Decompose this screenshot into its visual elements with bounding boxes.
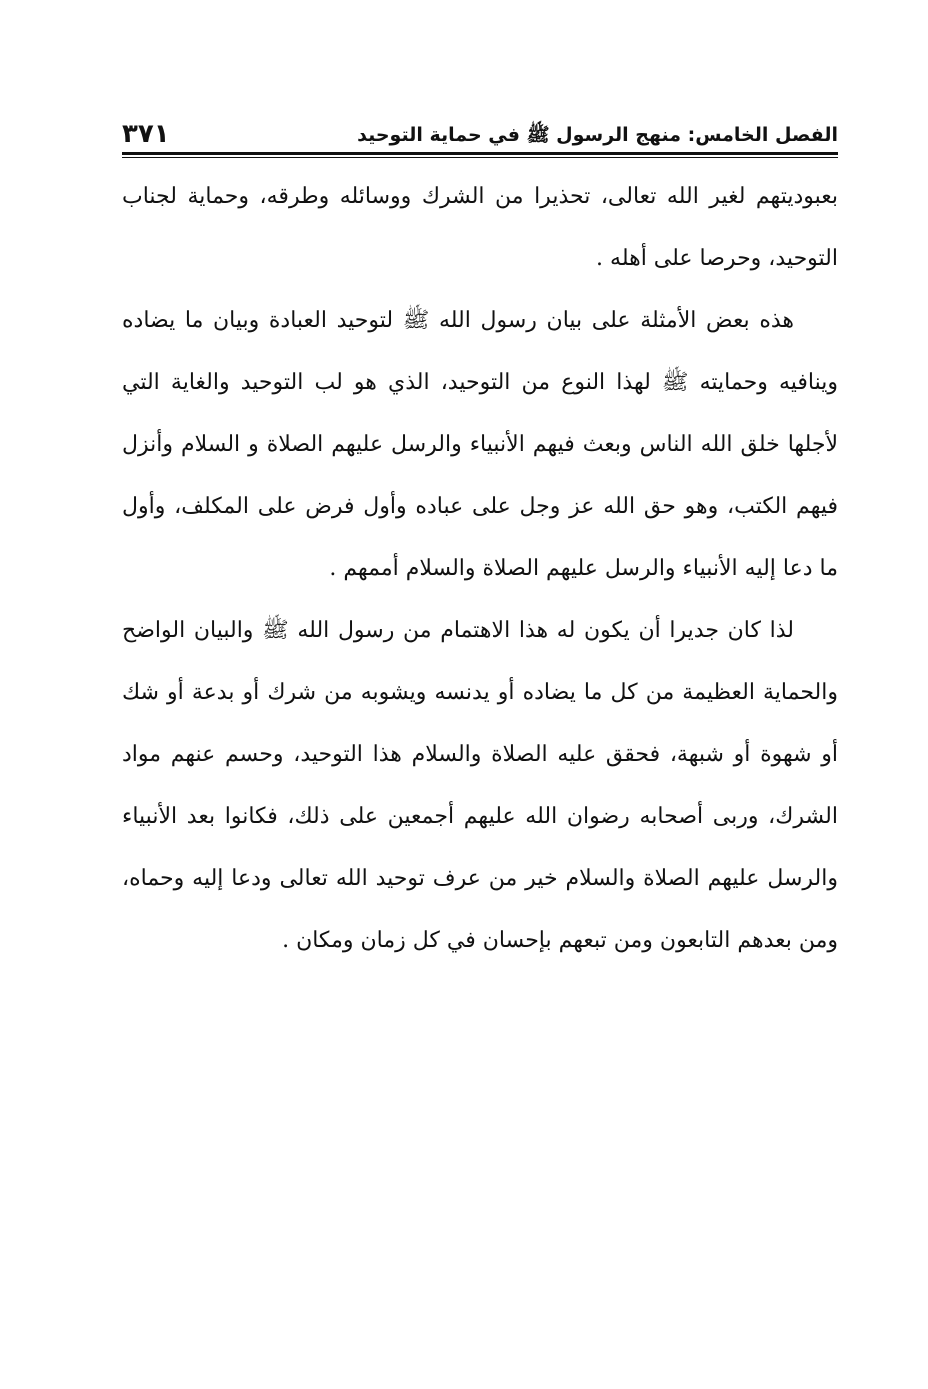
paragraph-1: بعبوديتهم لغير الله تعالى، تحذيرا من الشرك ووسائله وطرقه، وحماية لجناب التوحيد، وحرصا على أهله .	[122, 184, 838, 271]
paragraph-3: لذا كان جديرا أن يكون له هذا الاهتمام من رسول الله ﷺ والبيان الواضح والحماية العظيمة من كل ما يضاده أو يدنسه ويشوبه من شرك أو بدعة أو شك أو شهوة أو شبهة، فحقق عليه الصلاة والسلام هذا التوحيد، وحسم عنهم مواد الشرك، وربى أصحابه رضوان الله عليهم أجمعين على ذلك، فكانوا بعد الأنبياء والرسل عليهم الصلاة والسلام خير من عرف توحيد الله تعالى ودعا إليه وحماه، ومن بعدهم التابعون ومن تبعهم بإحسان في كل زمان ومكان .	[122, 618, 838, 953]
body-text	[122, 166, 838, 972]
header-rule-thick	[122, 152, 838, 155]
header-rule-thin	[122, 157, 838, 158]
chapter-title: الفصل الخامس: منهج الرسول ﷺ في حماية التوحيد	[357, 124, 838, 146]
running-header	[122, 110, 838, 150]
paragraph-2: هذه بعض الأمثلة على بيان رسول الله ﷺ لتوحيد العبادة وبيان ما يضاده وينافيه وحمايته ﷺ لهذا النوع من التوحيد، الذي هو لب التوحيد والغاية التي لأجلها خلق الله الناس وبعث فيهم الأنبياء والرسل عليهم الصلاة و السلام وأنزل فيهم الكتب، وهو حق الله عز وجل على عباده وأول فرض على المكلف، وأول ما دعا إليه الأنبياء والرسل عليهم الصلاة والسلام أممهم .	[122, 308, 838, 581]
page-number: ٣٧١	[122, 119, 170, 149]
